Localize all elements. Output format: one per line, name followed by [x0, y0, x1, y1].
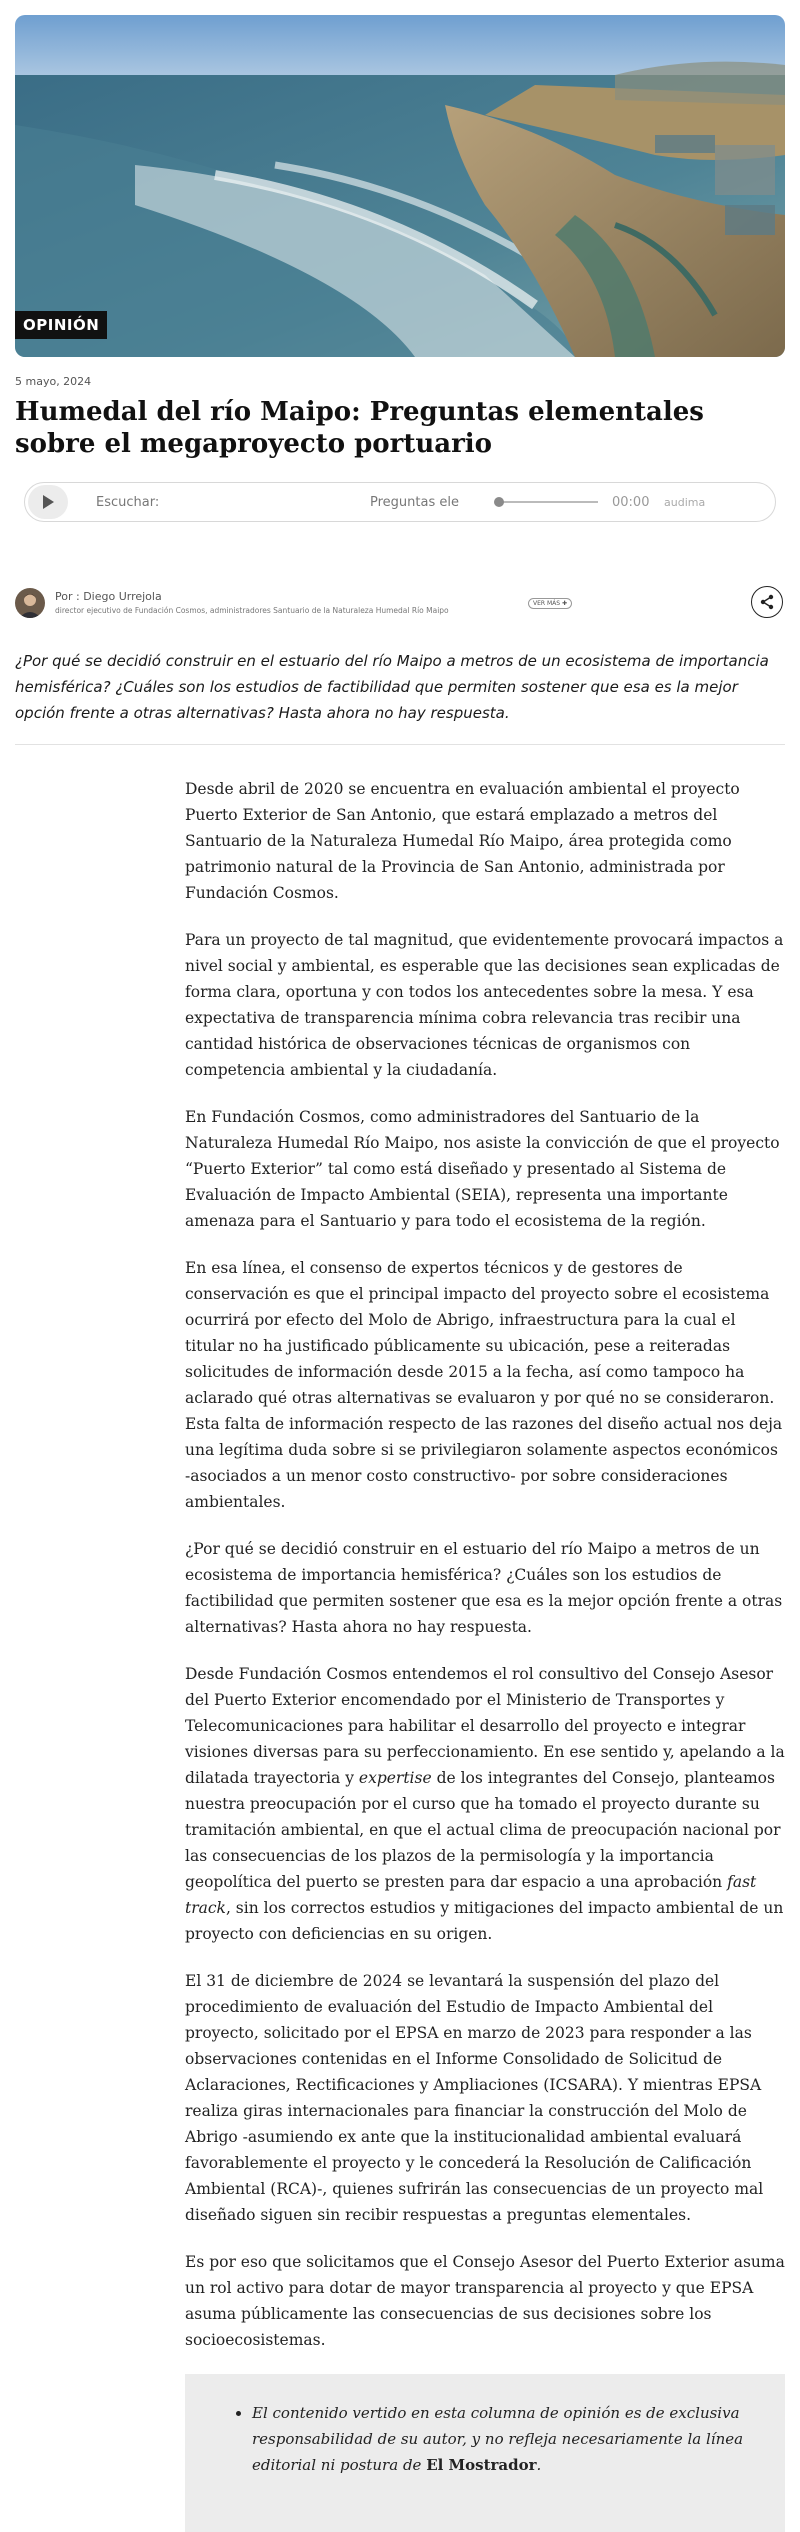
article-headline: Humedal del río Maipo: Preguntas elementales sobre el megaproyecto portuario	[15, 397, 704, 459]
paragraph: El 31 de diciembre de 2024 se levantará la suspensión del plazo del procedimiento de evaluación del Estudio de Impacto Ambiental del proyecto, solicitado por el EPSA en marzo de 2023 para responder a las observaciones contenidas en el Informe Consolidado de Solicitud de Aclaraciones, Rectificaciones y Ampliaciones (ICSARA). Y mientras EPSA realiza giras internacionales para financiar la construcción del Molo de Abrigo -asumiendo ex ante que la institucionalidad ambiental evaluará favorablemente el proyecto y le concederá la Resolución de Calificación Ambiental (RCA)-, quienes sufrirán las consecuencias de un proyecto mal diseñado siguen sin recibir respuestas a preguntas elementales.	[185, 1972, 764, 2224]
paragraph: Desde Fundación Cosmos entendemos el rol consultivo del Consejo Asesor del Puerto Exterior encomendado por el Ministerio de Transportes y Telecomunicaciones para habilitar el desarrollo del proyecto e integrar visiones diversas para su perfeccionamiento. En ese sentido y, apelando a la dilatada trayectoria y expertise de los integrantes del Consejo, planteamos nuestra preocupación por el curso que ha tomado el proyecto durante su tramitación ambiental, en que el actual clima de preocupación nacional por las consecuencias de los plazos de la permisología y la importancia geopolítica del puerto se presten para dar espacio a una aprobación fast track, sin los correctos estudios y mitigaciones del impacto ambiental de un proyecto con deficiencias en su origen.	[185, 1665, 785, 1943]
emphasis: expertise	[358, 1769, 432, 1787]
article-lede: ¿Por qué se decidió construir en el estuario del río Maipo a metros de un ecosistema de importancia hemisférica? ¿Cuáles son los estudios de factibilidad que permiten sostener que esa es la mejor opción frente a otras alternativas? Hasta ahora no hay respuesta.	[15, 652, 769, 722]
category-badge[interactable]: OPINIÓN	[15, 311, 107, 339]
author-block	[15, 586, 785, 622]
paragraph: En esa línea, el consenso de expertos técnicos y de gestores de conservación es que el principal impacto del proyecto sobre el ecosistema ocurrirá por efecto del Molo de Abrigo, infraestructura para la cual el titular no ha justificado públicamente su ubicación, pese a reiteradas solicitudes de información desde 2015 a la fecha, así como tampoco ha aclarado qué otras alternativas se evaluaron y por qué no se consideraron. Esta falta de información respecto de las razones del diseño actual nos deja una legítima duda sobre si se privilegiaron solamente aspectos económicos -asociados a un menor costo constructivo- por sobre consideraciones ambientales.	[185, 1259, 783, 1511]
plus-icon: ✚	[561, 600, 568, 607]
audio-player	[24, 482, 776, 522]
hero-image	[15, 15, 785, 357]
share-button[interactable]	[751, 586, 783, 618]
audio-track-title: Preguntas ele	[370, 494, 459, 510]
divider	[15, 744, 785, 745]
paragraph: Para un proyecto de tal magnitud, que evidentemente provocará impactos a nivel social y ambiental, es esperable que las decisiones sean explicadas de forma clara, oportuna y con todos los antecedentes sobre la mesa. Y esa expectativa de transparencia mínima cobra relevancia tras recibir una cantidad histórica de observaciones técnicas de organismos con competencia ambiental y la ciudadanía.	[185, 931, 784, 1079]
progress-handle[interactable]	[494, 497, 504, 507]
aerial-coast-photo	[15, 15, 785, 357]
audio-progress-slider[interactable]	[494, 494, 598, 510]
paragraph: En Fundación Cosmos, como administradores del Santuario de la Naturaleza Humedal Río Maipo, nos asiste la convicción de que el proyecto “Puerto Exterior” tal como está diseñado y presentado al Sistema de Evaluación de Impacto Ambiental (SEIA), representa una importante amenaza para el Santuario y para todo el ecosistema de la región.	[185, 1108, 780, 1230]
audio-brand: audima	[664, 495, 706, 509]
progress-track	[498, 501, 598, 503]
disclaimer-box	[185, 2374, 785, 2532]
disclaimer-text: • El contenido vertido en esta columna de opinión es de exclusiva responsabilidad de su autor, y no refleja necesariamente la línea editorial ni postura de El Mostrador.	[252, 2400, 755, 2478]
audio-time: 00:00	[612, 494, 650, 510]
article-body	[185, 776, 785, 2353]
paragraph: Es por eso que solicitamos que el Consejo Asesor del Puerto Exterior asuma un rol activo para dotar de mayor transparencia al proyecto y que EPSA asuma públicamente las consecuencias de sus decisiones sobre los socioecosistemas.	[185, 2253, 785, 2349]
author-role: director ejecutivo de Fundación Cosmos, administradores Santuario de la Naturaleza Humedal Río Maipo	[55, 606, 449, 615]
share-icon	[759, 594, 775, 610]
see-more-button[interactable]	[528, 598, 572, 609]
play-button[interactable]	[28, 485, 68, 519]
paragraph: Desde abril de 2020 se encuentra en evaluación ambiental el proyecto Puerto Exterior de San Antonio, que estará emplazado a metros del Santuario de la Naturaleza Humedal Río Maipo, área protegida como patrimonio natural de la Provincia de San Antonio, administrada por Fundación Cosmos.	[185, 780, 740, 902]
publish-date: 5 mayo, 2024	[15, 375, 92, 388]
audio-label: Escuchar:	[96, 494, 160, 510]
publisher-name: El Mostrador	[426, 2456, 537, 2474]
author-name[interactable]: Por : Diego Urrejola	[55, 590, 162, 603]
avatar	[15, 588, 45, 618]
see-more-label: VER MÁS	[533, 600, 561, 607]
paragraph: ¿Por qué se decidió construir en el estuario del río Maipo a metros de un ecosistema de importancia hemisférica? ¿Cuáles son los estudios de factibilidad que permiten sostener que esa es la mejor opción frente a otras alternativas? Hasta ahora no hay respuesta.	[185, 1540, 783, 1636]
emphasis: fast track	[185, 1873, 757, 1917]
play-icon	[40, 494, 56, 510]
